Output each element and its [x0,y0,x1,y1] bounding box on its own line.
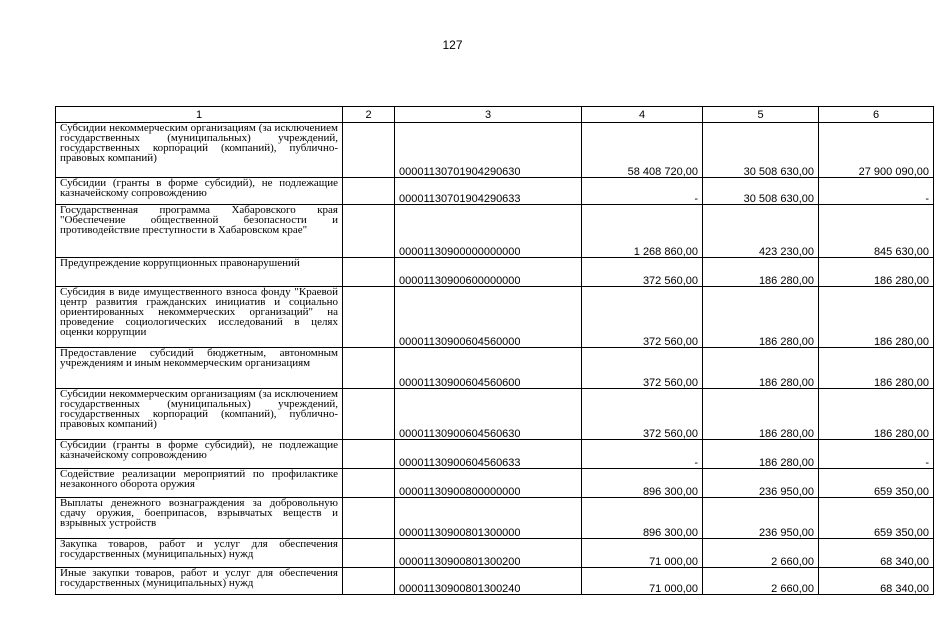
row-value-col5: 186 280,00 [703,389,819,440]
row-column-2 [343,568,395,595]
row-value-col6: 186 280,00 [819,258,934,287]
row-value-col6: - [819,178,934,205]
column-header: 2 [343,107,395,123]
row-value-col4: 372 560,00 [582,287,703,348]
table-row [56,287,934,348]
table-row [56,258,934,287]
row-column-2 [343,469,395,498]
row-value-col4: 71 000,00 [582,568,703,595]
row-budget-code: 00001130900604560000 [395,287,582,348]
row-value-col4: - [582,178,703,205]
row-budget-code: 00001130900801300000 [395,498,582,539]
column-header: 1 [56,107,343,123]
row-description: Иные закупки товаров, работ и услуг для обеспечения государственных (муниципальных) нужд [56,568,343,595]
row-column-2 [343,539,395,568]
row-value-col6: 68 340,00 [819,539,934,568]
table-row [56,389,934,440]
row-column-2 [343,123,395,178]
row-value-col4: 896 300,00 [582,469,703,498]
row-value-col5: 236 950,00 [703,498,819,539]
row-column-2 [343,205,395,258]
row-value-col5: 186 280,00 [703,348,819,389]
row-budget-code: 00001130900801300200 [395,539,582,568]
row-budget-code: 00001130900604560600 [395,348,582,389]
budget-table [55,106,934,595]
row-value-col6: 186 280,00 [819,287,934,348]
row-value-col5: 186 280,00 [703,440,819,469]
column-header: 4 [582,107,703,123]
table-header-row [56,107,934,123]
row-value-col6: 68 340,00 [819,568,934,595]
row-column-2 [343,178,395,205]
column-header: 3 [395,107,582,123]
row-budget-code: 00001130900801300240 [395,568,582,595]
row-budget-code: 00001130900800000000 [395,469,582,498]
table-row [56,348,934,389]
table-row [56,178,934,205]
column-header: 6 [819,107,934,123]
table-row [56,539,934,568]
row-value-col6: 186 280,00 [819,348,934,389]
row-value-col5: 186 280,00 [703,258,819,287]
row-description: Предоставление субсидий бюджетным, автономным учреждениям и иным некоммерческим организациям [56,348,343,389]
row-description: Предупреждение коррупционных правонарушений [56,258,343,287]
table-row [56,498,934,539]
row-column-2 [343,287,395,348]
row-value-col5: 2 660,00 [703,539,819,568]
row-description: Субсидии (гранты в форме субсидий), не подлежащие казначейскому сопровождению [56,178,343,205]
row-description: Государственная программа Хабаровского края "Обеспечение общественной безопасности и противодействие преступности в Хабаровском крае" [56,205,343,258]
table-row [56,568,934,595]
row-description: Выплаты денежного вознаграждения за добровольную сдачу оружия, боеприпасов, взрывчатых веществ и взрывных устройств [56,498,343,539]
row-budget-code: 00001130900000000000 [395,205,582,258]
row-value-col5: 30 508 630,00 [703,178,819,205]
row-budget-code: 00001130900600000000 [395,258,582,287]
row-column-2 [343,258,395,287]
row-column-2 [343,440,395,469]
row-budget-code: 00001130900604560633 [395,440,582,469]
row-value-col5: 423 230,00 [703,205,819,258]
row-value-col6: 845 630,00 [819,205,934,258]
row-budget-code: 00001130701904290633 [395,178,582,205]
row-value-col6: 27 900 090,00 [819,123,934,178]
row-value-col6: 659 350,00 [819,498,934,539]
page-number: 127 [442,38,463,52]
row-description: Содействие реализации мероприятий по профилактике незаконного оборота оружия [56,469,343,498]
row-value-col4: 71 000,00 [582,539,703,568]
row-value-col6: 659 350,00 [819,469,934,498]
row-value-col4: 372 560,00 [582,348,703,389]
row-description: Субсидии некоммерческим организациям (за исключением государственных (муниципальных) учреждений, государственных корпораций (компаний), публично-правовых компаний) [56,389,343,440]
table-row [56,123,934,178]
row-value-col6: 186 280,00 [819,389,934,440]
row-column-2 [343,389,395,440]
row-budget-code: 00001130701904290630 [395,123,582,178]
row-value-col5: 30 508 630,00 [703,123,819,178]
row-description: Субсидии некоммерческим организациям (за исключением государственных (муниципальных) учреждений, государственных корпораций (компаний), публично-правовых компаний) [56,123,343,178]
row-value-col4: 896 300,00 [582,498,703,539]
row-description: Субсидии (гранты в форме субсидий), не подлежащие казначейскому сопровождению [56,440,343,469]
row-value-col4: 1 268 860,00 [582,205,703,258]
row-value-col6: - [819,440,934,469]
row-value-col4: 372 560,00 [582,389,703,440]
row-description: Субсидия в виде имущественного взноса фонду "Краевой центр развития гражданских инициатив и социально ориентированных некоммерческих организаций" на проведение социологических исследований в целях оценки коррупции [56,287,343,348]
row-description: Закупка товаров, работ и услуг для обеспечения государственных (муниципальных) нужд [56,539,343,568]
row-column-2 [343,348,395,389]
row-value-col5: 186 280,00 [703,287,819,348]
row-column-2 [343,498,395,539]
row-value-col4: - [582,440,703,469]
row-value-col5: 2 660,00 [703,568,819,595]
row-budget-code: 00001130900604560630 [395,389,582,440]
column-header: 5 [703,107,819,123]
table-row [56,440,934,469]
row-value-col4: 372 560,00 [582,258,703,287]
row-value-col5: 236 950,00 [703,469,819,498]
table-body [56,123,934,595]
table-row [56,469,934,498]
table-row [56,205,934,258]
row-value-col4: 58 408 720,00 [582,123,703,178]
